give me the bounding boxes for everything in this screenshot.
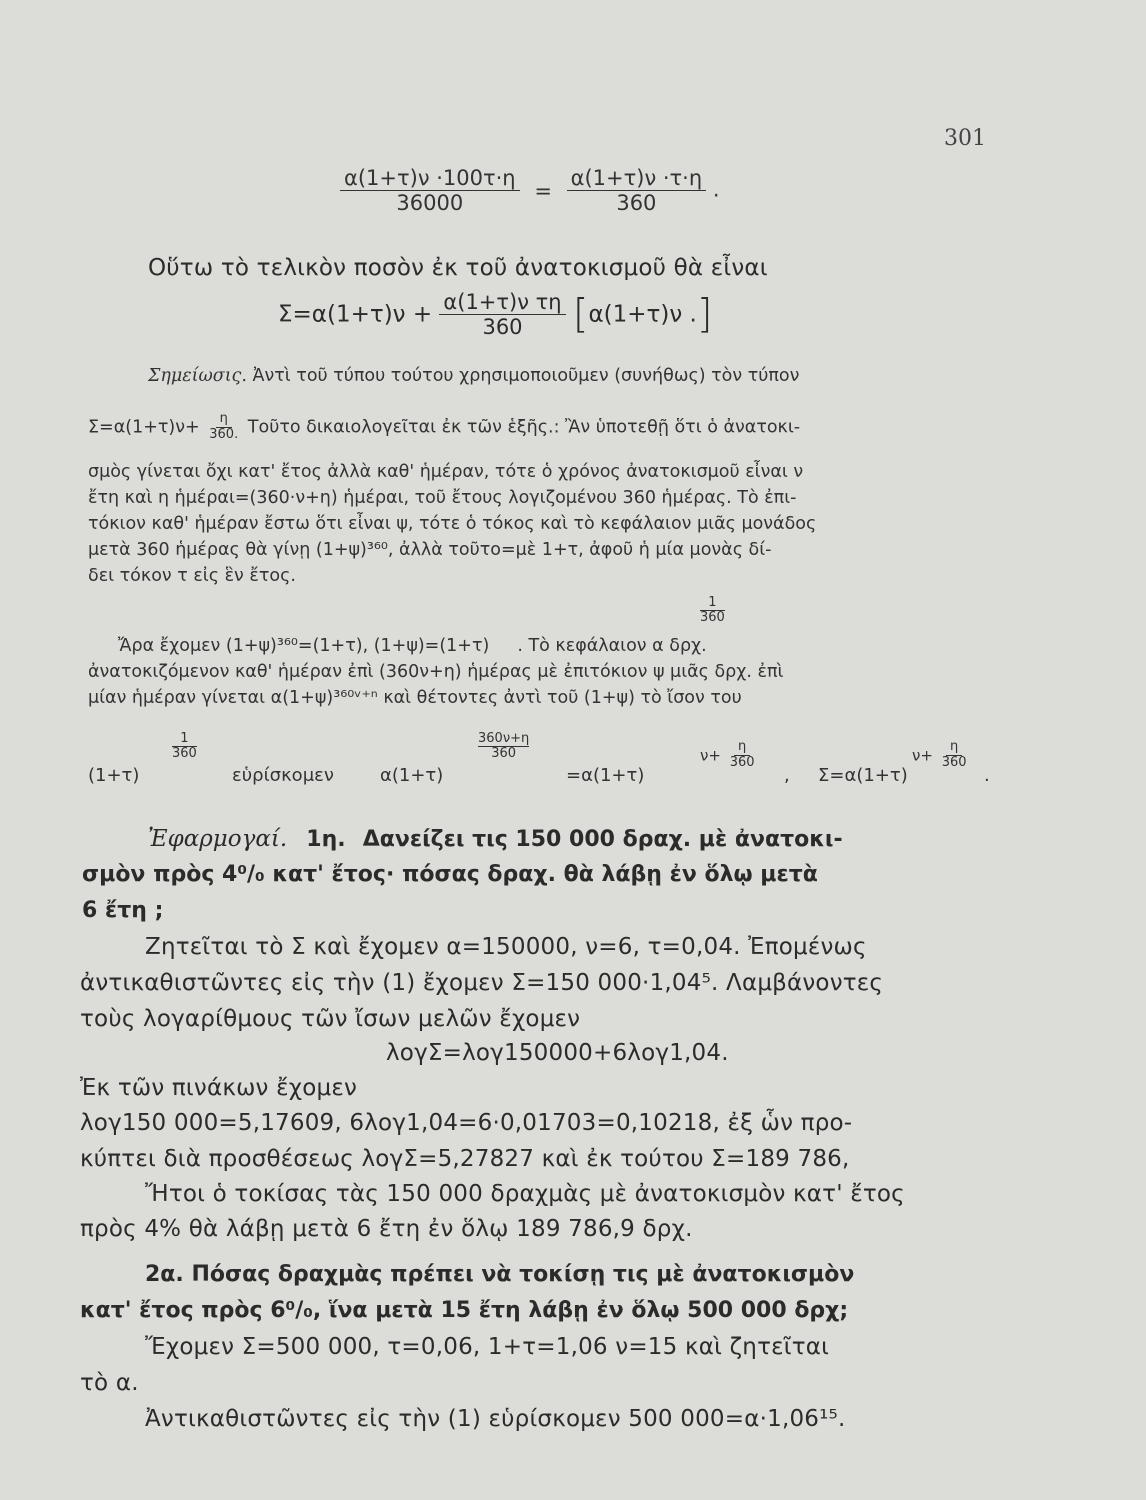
formula-part: . <box>984 765 990 786</box>
note-formula: Σ=α(1+τ)ν+ <box>88 417 200 438</box>
formula-part: Σ=α(1+τ) <box>818 765 908 786</box>
fraction-numerator: α(1+τ)ν τη <box>439 290 565 315</box>
formula-part: εὑρίσκομεν <box>232 765 334 786</box>
fraction-denominator: 360 <box>482 315 523 340</box>
exercise-text: 2α. Πόσας δραχμὰς πρέπει νὰ τοκίσῃ τις μὲ ἀνατοκισμὸν <box>145 1262 855 1287</box>
fraction-left <box>340 166 520 215</box>
note-line: Τοῦτο δικαιολογεῖται ἐκ τῶν ἑξῆς.: Ἂν ὑποτεθῇ ὅτι ὁ ἀνατοκι- <box>247 417 801 438</box>
equation-fraction <box>439 290 565 339</box>
exponent-fraction <box>938 740 971 771</box>
solution-line: Ἤτοι ὁ τοκίσας τὰς 150 000 δραχμὰς μὲ ἀνατοκισμὸν κατ' ἔτος <box>145 1181 905 1207</box>
note-line: μίαν ἡμέραν γίνεται α(1+ψ)³⁶⁰ᵛ⁺ⁿ καὶ θέτοντες ἀντὶ τοῦ (1+ψ) τὸ ἴσον του <box>88 688 742 708</box>
equation-1 <box>340 166 720 215</box>
note-line: ἔτη καὶ η ἡμέραι=(360·ν+η) ἡμέραι, τοῦ ἔτους λογιζομένου 360 ἡμέρας. Τὸ ἐπι- <box>88 488 797 508</box>
equation-left: Σ=α(1+τ)ν + <box>278 301 433 328</box>
exponent-fraction <box>726 740 759 771</box>
fraction-denominator: 360 <box>491 746 517 762</box>
fraction-denominator: 360 <box>729 754 755 770</box>
exercise-text: Δανείζει τις 150 000 δραχ. μὲ ἀνατοκι- <box>362 827 843 852</box>
fraction-denominator: 360 <box>172 746 197 762</box>
fraction-numerator: 360ν+η <box>478 731 530 746</box>
applications-label: Ἐφαρμογαί. <box>148 826 288 852</box>
exponent-fraction <box>700 596 725 626</box>
exponent-text: ν+ <box>700 746 721 765</box>
solution-line: Ἔχομεν Σ=500 000, τ=0,06, 1+τ=1,06 ν=15 καὶ ζητεῖται <box>145 1334 830 1360</box>
fraction-numerator: η <box>734 740 750 756</box>
solution-line: ἀντικαθιστῶντες εἰς τὴν (1) ἔχομεν Σ=150 000·1,04⁵. Λαμβάνοντες <box>80 970 884 996</box>
note-line: Ἄρα ἔχομεν (1+ψ)³⁶⁰=(1+τ), (1+ψ)=(1+τ) <box>118 636 490 656</box>
fraction-denominator: 360 <box>700 610 725 626</box>
solution-line: Ζητεῖται τὸ Σ καὶ ἔχομεν α=150000, ν=6, τ=0,04. Ἐπομένως <box>145 934 867 960</box>
solution-line: λογ150 000=5,17609, 6λογ1,04=6·0,01703=0,10218, ἐξ ὧν προ- <box>80 1110 853 1136</box>
fraction-denominator: 360 <box>616 191 657 216</box>
bracket-content: α(1+τ)ν . <box>588 301 697 328</box>
solution-line: πρὸς 4% θὰ λάβῃ μετὰ 6 ἔτη ἐν ὅλῳ 189 786,9 δρχ. <box>80 1216 693 1242</box>
equals-sign: = <box>534 178 552 203</box>
formula-part: , <box>784 765 790 786</box>
note-line: ἀνατοκιζόμενον καθ' ἡμέραν ἐπὶ (360ν+η) ἡμέρας μὲ ἐπιτόκιον ψ μιᾶς δρχ. ἐπὶ <box>88 662 784 682</box>
exercise-text: σμὸν πρὸς 4⁰/₀ κατ' ἔτος· πόσας δραχ. θὰ λάβῃ ἐν ὅλῳ μετὰ <box>82 862 818 887</box>
solution-line: Ἀντικαθιστῶντες εἰς τὴν (1) εὑρίσκομεν 500 000=α·1,06¹⁵. <box>145 1406 846 1432</box>
exercise-text: κατ' ἔτος πρὸς 6⁰/₀, ἵνα μετὰ 15 ἔτη λάβῃ ἐν ὅλῳ 500 000 δρχ; <box>80 1298 849 1323</box>
note-line: τόκιον καθ' ἡμέραν ἔστω ὅτι εἶναι ψ, τότε ὁ τόκος καὶ τὸ κεφάλαιον μιᾶς μονάδος <box>88 514 817 534</box>
fraction-numerator: α(1+τ)ν ·100τ·η <box>340 166 520 191</box>
solution-line: Ἐκ τῶν πινάκων ἔχομεν <box>80 1075 357 1101</box>
fraction-numerator: 1 <box>172 732 197 747</box>
fraction-denominator: 360. <box>209 426 239 442</box>
solution-line: τὸ α. <box>80 1370 139 1396</box>
exponent-expression <box>912 740 971 771</box>
intro-line: Οὕτω τὸ τελικὸν ποσὸν ἐκ τοῦ ἀνατοκισμοῦ θὰ εἶναι <box>148 255 768 281</box>
fraction-numerator: 1 <box>700 596 725 611</box>
period: . <box>712 177 720 202</box>
formula-part: =α(1+τ) <box>566 765 645 786</box>
solution-line: τοὺς λογαρίθμους τῶν ἴσων μελῶν ἔχομεν <box>80 1006 581 1032</box>
note-line: σμὸς γίνεται ὄχι κατ' ἔτος ἀλλὰ καθ' ἡμέραν, τότε ὁ χρόνος ἀνατοκισμοῦ εἶναι ν <box>88 462 804 482</box>
formula-part: α(1+τ) <box>380 765 444 786</box>
fraction-numerator: α(1+τ)ν ·τ·η <box>567 166 707 191</box>
fraction-numerator: η <box>946 740 962 756</box>
exponent-text: ν+ <box>912 746 933 765</box>
note-fraction <box>205 412 242 443</box>
exercise-text: 6 ἔτη ; <box>82 898 164 923</box>
note-line: δει τόκον τ εἰς ἓν ἔτος. <box>88 566 296 586</box>
solution-line: κύπτει διὰ προσθέσεως λογΣ=5,27827 καὶ ἐκ τούτου Σ=189 786, <box>80 1146 850 1172</box>
page-number: 301 <box>944 126 986 151</box>
equation-2 <box>278 290 712 339</box>
note-line: . Τὸ κεφάλαιον α δρχ. <box>517 636 707 656</box>
exercise-number: 1η. <box>306 827 346 852</box>
exponent-expression <box>700 740 759 771</box>
left-bracket: [ <box>572 291 589 338</box>
fraction-denominator: 36000 <box>396 191 464 216</box>
exponent-fraction <box>478 732 529 762</box>
fraction-right <box>567 166 707 215</box>
fraction-denominator: 360 <box>941 754 967 770</box>
exponent-fraction <box>172 732 197 762</box>
solution-line: λογΣ=λογ150000+6λογ1,04. <box>386 1040 729 1066</box>
note-line: Ἀντὶ τοῦ τύπου τούτου χρησιμοποιοῦμεν (συνήθως) τὸν τύπον <box>252 366 800 386</box>
note-label: Σημείωσις. <box>148 366 247 386</box>
fraction-numerator: η <box>216 412 232 428</box>
note-line: μετὰ 360 ἡμέρας θὰ γίνῃ (1+ψ)³⁶⁰, ἀλλὰ τοῦτο=μὲ 1+τ, ἀφοῦ ἡ μία μονὰς δί- <box>88 540 772 560</box>
right-bracket: ] <box>696 291 713 338</box>
formula-part: (1+τ) <box>88 765 140 786</box>
